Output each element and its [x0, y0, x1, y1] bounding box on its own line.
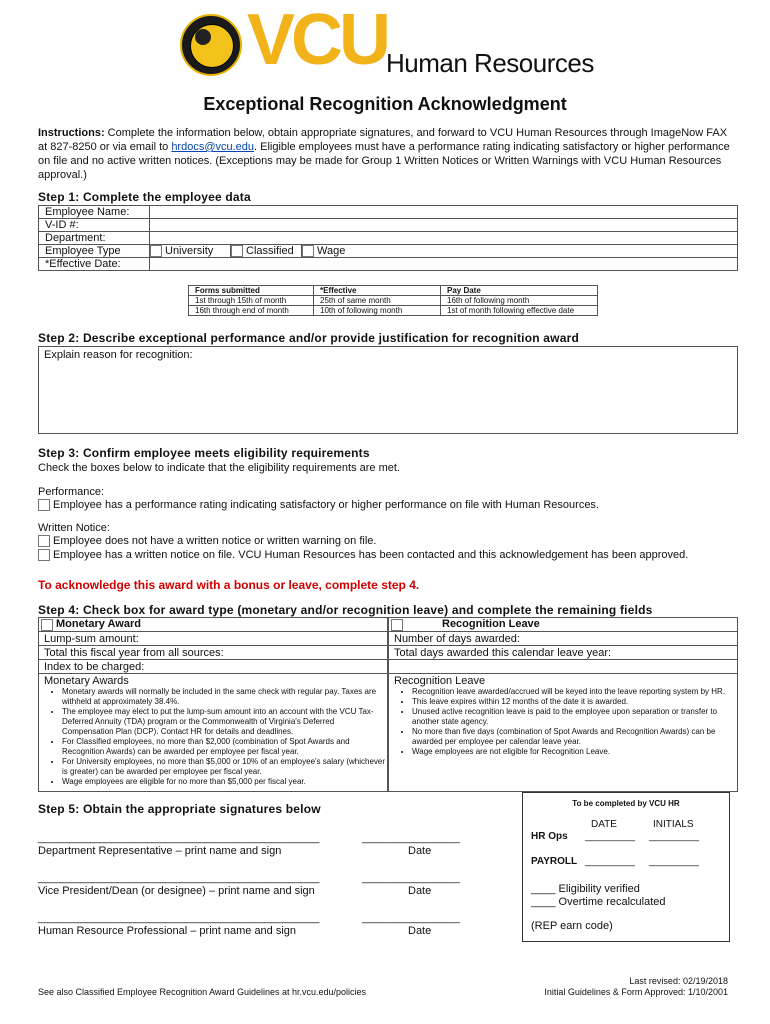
index-input[interactable]: Index to be charged: — [39, 660, 388, 674]
hr-box-title: To be completed by VCU HR — [572, 799, 680, 808]
step4-heading: Step 4: Check box for award type (monetary and/or recognition leave) and complete the remaining fields — [38, 603, 653, 617]
table-row: 16th through end of month 10th of following month 1st of month following effective date — [189, 306, 598, 316]
date-line[interactable]: ________________ — [362, 832, 460, 844]
col-date: DATE — [591, 819, 617, 830]
days-awarded-input[interactable]: Number of days awarded: — [389, 632, 738, 646]
step2-heading: Step 2: Describe exceptional performance and/or provide justification for recognition award — [38, 331, 579, 345]
step5-heading: Step 5: Obtain the appropriate signatures below — [38, 802, 321, 816]
performance-item: Employee has a performance rating indicating satisfactory or higher performance on file with Human Resources. — [53, 499, 599, 511]
lump-sum-input[interactable]: Lump-sum amount: — [39, 632, 388, 646]
payroll-date[interactable]: _________ — [585, 856, 636, 867]
footer-approved: Initial Guidelines & Form Approved: 1/10/2001 — [544, 987, 728, 997]
date-label: Date — [408, 845, 432, 857]
monetary-notes-title: Monetary Awards — [44, 675, 129, 687]
leave-notes: • Recognition leave awarded/accrued will be keyed into the leave reporting system by HR. • This leave expires within 12 months of the date it is awarded. • Unused active recognition leave is paid to the employee upon separation or transfer to another state agency. • No more than five days (combination of Spot Awards and Recognition Awards) can be awarded per employee per calendar leave year. • Wage employees are not eligible for Recognition Leave. — [394, 687, 737, 757]
email-link[interactable]: hrdocs@vcu.edu — [171, 141, 255, 153]
step1-heading: Step 1: Complete the employee data — [38, 190, 251, 204]
hr-ops-date[interactable]: _________ — [585, 831, 636, 842]
vcu-logo-text: VCU — [247, 0, 388, 80]
table-row: 1st through 15th of month 25th of same month 16th of following month — [189, 296, 598, 306]
field-label: Employee Name: — [39, 206, 150, 219]
forms-schedule-table — [188, 285, 598, 316]
performance-checkbox[interactable] — [38, 499, 50, 511]
signature-line[interactable]: ______________________________________________ — [38, 912, 320, 924]
monetary-award-table: Monetary Award Lump-sum amount: Total this fiscal year from all sources: Index to be charged: Monetary Awards • Monetary awards will normally be included in the same check with regular pay. Taxes are withheld at approximately 38.4%. • The employee may elect to put the lump-sum amount into an account with the VCU Tax-Deferred Annuity (TDA) program or the Commonwealth of Virginia's Deferred Compensation Plan (DCP). Contact HR for details and deadlines. • For Classified employees, no more than $2,000 (combination of Spot Awards and Recognition Awards) can be awarded per employee per fiscal year. • For University employees, no more than $5,000 or 10% of an employee's salary (whichever is greater) can be awarded per employee per fiscal year. • Wage employees are eligible for no more than $5,000 per fiscal year. — [38, 617, 388, 792]
notice-approved-checkbox[interactable] — [38, 549, 50, 561]
col-header: *Effective — [314, 286, 441, 296]
employee-name-input[interactable] — [150, 206, 738, 219]
department-name: Human Resources — [386, 48, 594, 78]
effective-date-input[interactable] — [150, 258, 738, 271]
notice-label: Written Notice: — [38, 522, 110, 534]
vid-input[interactable] — [150, 219, 738, 232]
payroll-label: PAYROLL — [531, 856, 578, 867]
reason-textarea[interactable] — [38, 346, 738, 434]
no-notice-checkbox[interactable] — [38, 535, 50, 547]
signature-label: Vice President/Dean (or designee) – print name and sign — [38, 885, 315, 897]
instructions: Instructions: Complete the information below, obtain appropriate signatures, and forward to VCU Human Resources through ImageNow FAX at 827-8250 or via email to hrdocs@vcu.edu. Eligible employees must have a performance rating indicating satisfactory or higher performance on file and no active written notices. (Exceptions may be made for Group 1 Written Notices or Written Warnings with VCU Human Resources approval.) — [38, 127, 730, 181]
page-title: Exceptional Recognition Acknowledgment — [203, 94, 567, 114]
footer-guidelines: See also Classified Employee Recognition Award Guidelines at hr.vcu.edu/policies — [38, 987, 367, 997]
date-label: Date — [408, 925, 432, 937]
type-label: Classified — [246, 245, 294, 257]
vcu-seal-logo — [180, 14, 242, 76]
days-total-input[interactable]: Total days awarded this calendar leave year: — [389, 646, 738, 660]
field-label: Employee Type — [39, 245, 150, 258]
step3-instruction: Check the boxes below to indicate that the eligibility requirements are met. — [38, 462, 400, 474]
payroll-initials[interactable]: _________ — [649, 856, 700, 867]
signature-line[interactable]: ______________________________________________ — [38, 872, 320, 884]
notice-item: Employee has a written notice on file. VCU Human Resources has been contacted and this acknowledgement has been approved. — [53, 549, 689, 561]
eligibility-verified[interactable]: ____ Eligibility verified — [531, 883, 640, 895]
employee-data-table — [38, 205, 738, 271]
department-input[interactable] — [150, 232, 738, 245]
type-label: University — [165, 245, 214, 257]
date-line[interactable]: ________________ — [362, 912, 460, 924]
step3-heading: Step 3: Confirm employee meets eligibility requirements — [38, 446, 370, 460]
date-label: Date — [408, 885, 432, 897]
earn-code: (REP earn code) — [531, 920, 613, 932]
field-label: *Effective Date: — [39, 258, 150, 271]
university-checkbox[interactable] — [150, 245, 162, 257]
classified-checkbox[interactable] — [231, 245, 243, 257]
leave-checkbox[interactable] — [391, 619, 403, 631]
fiscal-total-input[interactable]: Total this fiscal year from all sources: — [39, 646, 388, 660]
signature-label: Department Representative – print name and sign — [38, 845, 282, 857]
monetary-notes: • Monetary awards will normally be included in the same check with regular pay. Taxes are withheld at approximately 38.4%. • The employee may elect to put the lump-sum amount into an account with the VCU Tax-Deferred Annuity (TDA) program or the Commonwealth of Virginia's Deferred Compensation Plan (DCP). Contact HR for details and deadlines. • For Classified employees, no more than $2,000 (combination of Spot Awards and Recognition Awards) can be awarded per employee per fiscal year. • For University employees, no more than $5,000 or 10% of an employee's salary (whichever is greater) can be awarded per employee per fiscal year. • Wage employees are eligible for no more than $5,000 per fiscal year. — [44, 687, 387, 787]
col-header: Forms submitted — [189, 286, 314, 296]
performance-label: Performance: — [38, 486, 105, 498]
date-line[interactable]: ________________ — [362, 872, 460, 884]
type-label: Wage — [317, 245, 346, 257]
recognition-leave-table: Recognition Leave Number of days awarded: Total days awarded this calendar leave year: Recognition Leave • Recognition leave awarded/accrued will be keyed into the leave reporting system by HR. • This leave expires within 12 months of the date it is awarded. • Unused active recognition leave is paid to the employee upon separation or transfer to another state agency. • No more than five days (combination of Spot Awards and Recognition Awards) can be awarded per employee per calendar leave year. • Wage employees are not eligible for Recognition Leave. — [388, 617, 738, 792]
signature-line[interactable]: ______________________________________________ — [38, 832, 320, 844]
hr-use-box — [522, 792, 730, 942]
field-label: Department: — [39, 232, 150, 245]
field-label: V-ID #: — [39, 219, 150, 232]
col-initials: INITIALS — [653, 819, 694, 830]
leave-blank-row[interactable] — [389, 660, 738, 674]
hr-ops-initials[interactable]: _________ — [649, 831, 700, 842]
overtime-recalculated[interactable]: ____ Overtime recalculated — [531, 896, 666, 908]
wage-checkbox[interactable] — [302, 245, 314, 257]
award-notice: To acknowledge this award with a bonus or leave, complete step 4. — [38, 578, 420, 592]
reason-prompt: Explain reason for recognition: — [44, 349, 193, 361]
col-header: Pay Date — [441, 286, 598, 296]
monetary-checkbox[interactable] — [41, 619, 53, 631]
hr-ops-label: HR Ops — [531, 831, 568, 842]
leave-notes-title: Recognition Leave — [394, 675, 486, 687]
notice-item: Employee does not have a written notice or written warning on file. — [53, 535, 377, 547]
footer-revised: Last revised: 02/19/2018 — [629, 976, 728, 986]
signature-label: Human Resource Professional – print name and sign — [38, 925, 297, 937]
